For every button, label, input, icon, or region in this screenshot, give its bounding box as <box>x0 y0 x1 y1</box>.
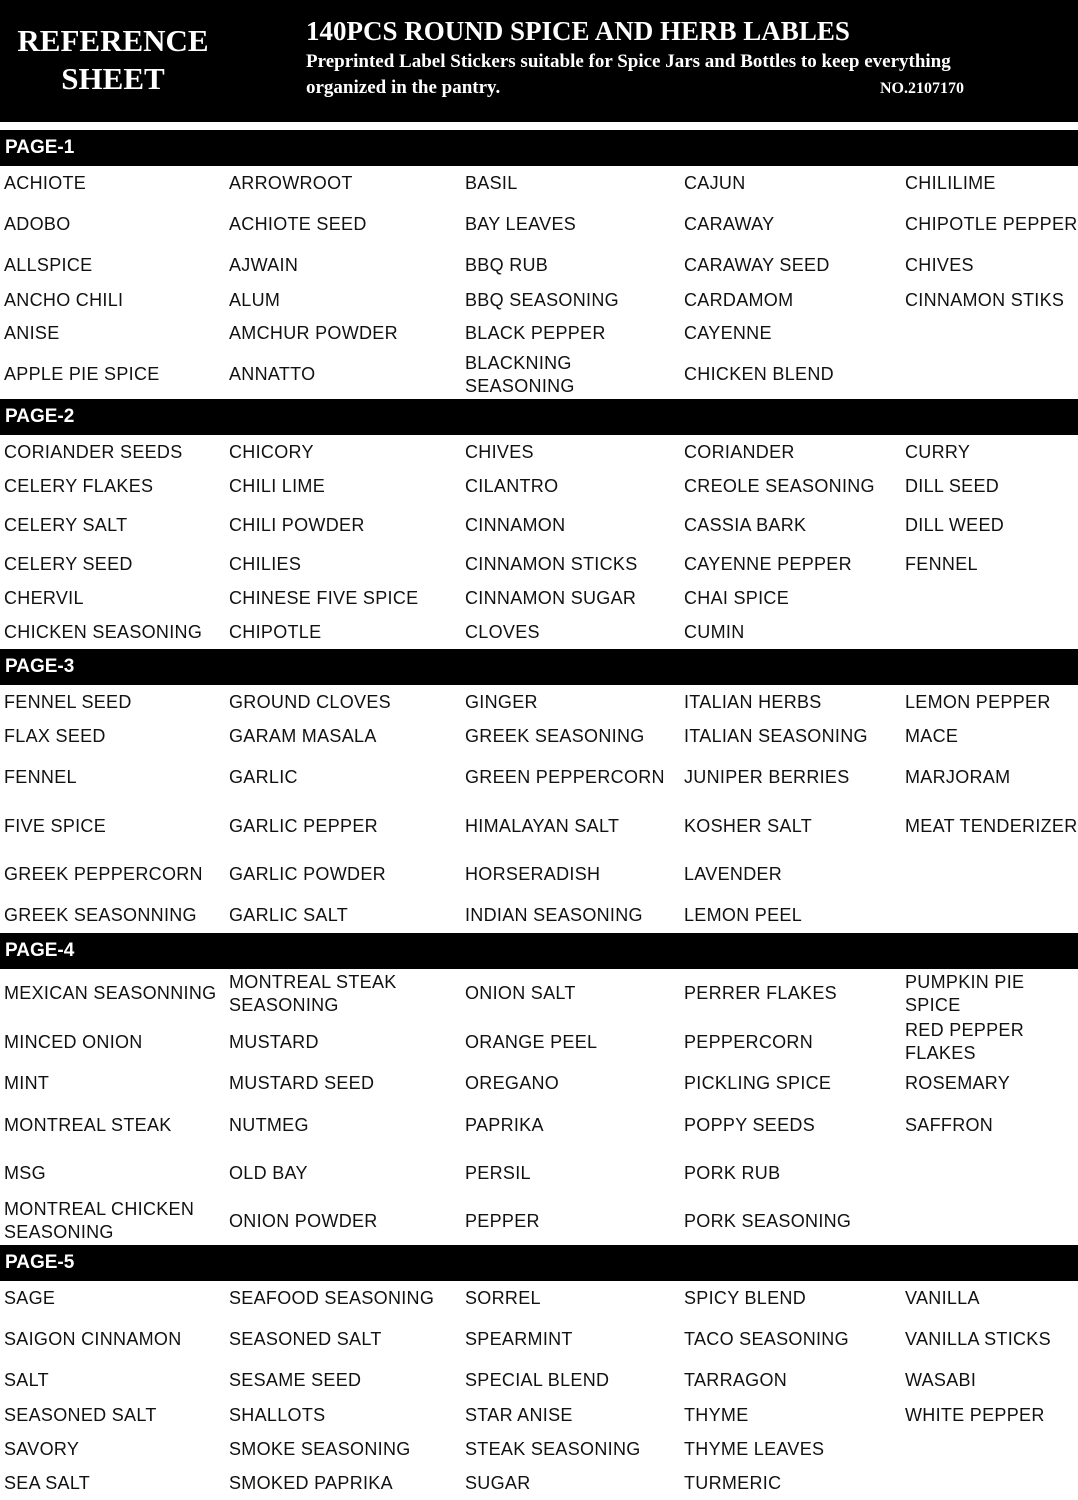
spice-label-name: CHIVES <box>905 255 974 275</box>
spice-label-name: HIMALAYAN SALT <box>465 815 620 836</box>
spice-label-name: VANILLA STICKS <box>905 1328 1051 1349</box>
label-row <box>0 1315 1078 1363</box>
label-row <box>0 504 1078 547</box>
spice-label-name: CORIANDER SEEDS <box>4 441 183 462</box>
spice-label-name: ANNATTO <box>229 364 316 384</box>
spice-label-name: LEMON PEPPER <box>905 691 1051 712</box>
spice-label-name: MINT <box>4 1073 50 1093</box>
spice-label-name: CHERVIL <box>4 587 84 608</box>
spice-label-name: FLAX SEED <box>4 725 106 746</box>
spice-label-name: PUMPKIN PIE SPICE <box>905 971 1025 1015</box>
spice-label-name: ORANGE PEEL <box>465 1031 598 1052</box>
spice-label-name: PERSIL <box>465 1162 531 1183</box>
spice-label-name: MUSTARD <box>229 1031 319 1052</box>
reference-sheet-title: REFERENCE SHEET <box>17 23 209 96</box>
spice-label-name: DILL SEED <box>905 476 1000 496</box>
spice-label-name: WHITE PEPPER <box>905 1404 1045 1425</box>
spice-label-name: CARAWAY <box>684 213 775 234</box>
spice-label-name: SESAME SEED <box>229 1370 362 1390</box>
label-row <box>0 317 1078 350</box>
spice-label-name: VANILLA <box>905 1287 980 1308</box>
spice-label-name: SALT <box>4 1370 49 1390</box>
spice-label-name: CHIPOTLE <box>229 621 322 642</box>
page-heading: PAGE-4 <box>0 933 1078 969</box>
spice-label-name: BLACK PEPPER <box>465 323 606 343</box>
product-subtitle: Preprinted Label Stickers suitable for Spice Jars and Bottles to keep everything organized in the pantry. <box>306 51 951 98</box>
header-banner <box>0 0 1078 122</box>
label-row <box>0 1398 1078 1432</box>
spice-label-name: SAFFRON <box>905 1114 994 1135</box>
spice-label-name: PORK SEASONING <box>684 1210 852 1231</box>
spice-label-name: TARRAGON <box>684 1370 788 1390</box>
spice-label-name: ADOBO <box>4 213 71 234</box>
spice-label-name: GREEK SEASONING <box>465 725 645 746</box>
label-row <box>0 1197 1078 1245</box>
spice-label-name: OLD BAY <box>229 1162 308 1183</box>
spice-label-name: SORREL <box>465 1287 541 1308</box>
spice-label-name: CHILI LIME <box>229 476 326 496</box>
label-row <box>0 850 1078 898</box>
spice-label-name: MEAT TENDERIZER <box>905 815 1078 836</box>
page-section <box>0 1245 1078 1500</box>
spice-label-name: MONTREAL CHICKEN SEASONING <box>4 1199 195 1242</box>
spice-label-name: CAYENNE PEPPER <box>684 553 852 574</box>
spice-label-name: SAGE <box>4 1287 56 1308</box>
spice-label-name: CINNAMON <box>465 515 566 535</box>
spice-label-name: GREEK PEPPERCORN <box>4 863 203 884</box>
label-row <box>0 615 1078 649</box>
label-row <box>0 283 1078 317</box>
label-row <box>0 898 1078 933</box>
label-row <box>0 581 1078 615</box>
spice-label-name: SEA SALT <box>4 1472 91 1493</box>
spice-label-name: BASIL <box>465 172 518 193</box>
spice-label-name: SPICY BLEND <box>684 1287 807 1308</box>
spice-label-name: CORIANDER <box>684 441 795 462</box>
page-heading: PAGE-1 <box>0 130 1078 166</box>
spice-label-name: MINCED ONION <box>4 1031 143 1052</box>
spice-label-name: GARLIC POWDER <box>229 863 386 884</box>
spice-label-name: PORK RUB <box>684 1162 781 1183</box>
label-row <box>0 1149 1078 1197</box>
spice-label-name: CHIPOTLE PEPPER <box>905 213 1078 234</box>
spice-label-name: WASABI <box>905 1370 977 1390</box>
spice-label-name: GREEN PEPPERCORN <box>465 767 665 787</box>
label-row <box>0 1432 1078 1466</box>
document-number: NO.2107170 <box>880 80 964 97</box>
page-heading: PAGE-2 <box>0 399 1078 435</box>
spice-label-name: CINNAMON SUGAR <box>465 587 637 608</box>
spice-label-name: RED PEPPER FLAKES <box>905 1020 1025 1063</box>
spice-label-name: PICKLING SPICE <box>684 1073 832 1093</box>
page-section <box>0 933 1078 1245</box>
spice-label-name: CHICKEN SEASONING <box>4 621 203 642</box>
label-row <box>0 547 1078 581</box>
spice-label-name: FENNEL SEED <box>4 691 132 712</box>
spice-label-name: GARLIC SALT <box>229 905 348 925</box>
spice-label-name: ONION POWDER <box>229 1210 378 1231</box>
spice-label-name: CELERY SALT <box>4 515 128 535</box>
label-row <box>0 719 1078 753</box>
spice-label-name: CUMIN <box>684 621 745 642</box>
spice-label-name: SMOKED PAPRIKA <box>229 1472 393 1493</box>
spice-label-name: BLACKNING SEASONING <box>465 352 575 396</box>
spice-label-name: MEXICAN SEASONNING <box>4 983 217 1003</box>
label-row <box>0 469 1078 504</box>
label-row <box>0 753 1078 802</box>
spice-label-name: MACE <box>905 725 959 746</box>
spice-label-name: CILANTRO <box>465 476 559 496</box>
spice-label-name: CLOVES <box>465 621 540 642</box>
spice-label-name: CASSIA BARK <box>684 515 807 535</box>
product-title: 140PCS ROUND SPICE AND HERB LABLES <box>306 16 850 46</box>
spice-label-name: LAVENDER <box>684 863 783 884</box>
spice-label-name: DILL WEED <box>905 515 1005 535</box>
spice-label-name: FENNEL <box>905 553 978 574</box>
spice-label-name: CHIVES <box>465 441 534 462</box>
spice-label-name: CELERY FLAKES <box>4 476 154 496</box>
spice-label-name: SAIGON CINNAMON <box>4 1328 182 1349</box>
spice-label-name: BAY LEAVES <box>465 213 577 234</box>
spice-label-name: TURMERIC <box>684 1472 782 1493</box>
spice-label-name: INDIAN SEASONING <box>465 905 643 925</box>
spice-label-name: CURRY <box>905 441 971 462</box>
label-reference-sheet <box>0 130 1078 1500</box>
spice-label-name: APPLE PIE SPICE <box>4 364 160 384</box>
label-row <box>0 1466 1078 1500</box>
spice-label-name: MARJORAM <box>905 767 1011 787</box>
spice-label-name: ARROWROOT <box>229 172 353 193</box>
spice-label-name: FENNEL <box>4 767 77 787</box>
page-section <box>0 130 1078 399</box>
label-row <box>0 685 1078 719</box>
spice-label-name: THYME <box>684 1404 749 1425</box>
label-row <box>0 969 1078 1018</box>
spice-label-name: ITALIAN HERBS <box>684 691 822 712</box>
spice-label-name: FIVE SPICE <box>4 815 107 836</box>
spice-label-name: LEMON PEEL <box>684 905 803 925</box>
spice-label-name: BBQ SEASONING <box>465 289 619 310</box>
spice-label-name: MSG <box>4 1162 46 1183</box>
spice-label-name: CHILIES <box>229 553 302 574</box>
spice-label-name: CHICKEN BLEND <box>684 364 834 384</box>
page-heading: PAGE-3 <box>0 649 1078 685</box>
spice-label-name: SAVORY <box>4 1438 80 1459</box>
spice-label-name: TACO SEASONING <box>684 1328 849 1349</box>
label-row <box>0 1018 1078 1066</box>
spice-label-name: KOSHER SALT <box>684 815 812 836</box>
spice-label-name: ACHIOTE SEED <box>229 213 367 234</box>
label-row <box>0 435 1078 469</box>
spice-label-name: CAJUN <box>684 172 746 193</box>
spice-label-name: MUSTARD SEED <box>229 1073 375 1093</box>
spice-label-name: GARLIC PEPPER <box>229 815 378 836</box>
spice-label-name: AMCHUR POWDER <box>229 323 398 343</box>
spice-label-name: SHALLOTS <box>229 1404 326 1425</box>
spice-label-name: CAYENNE <box>684 323 772 343</box>
spice-label-name: OREGANO <box>465 1073 560 1093</box>
label-row <box>0 350 1078 399</box>
spice-label-name: ALUM <box>229 289 281 310</box>
page-heading: PAGE-5 <box>0 1245 1078 1281</box>
spice-label-name: GROUND CLOVES <box>229 691 391 712</box>
spice-label-name: SEASONED SALT <box>229 1328 382 1349</box>
page-section <box>0 649 1078 933</box>
spice-label-name: PEPPER <box>465 1210 540 1231</box>
spice-label-name: SEAFOOD SEASONING <box>229 1287 435 1308</box>
spice-label-name: CREOLE SEASONING <box>684 476 875 496</box>
spice-label-name: GINGER <box>465 691 538 712</box>
spice-label-name: PAPRIKA <box>465 1114 544 1135</box>
spice-label-name: CARAWAY SEED <box>684 255 830 275</box>
spice-label-name: CARDAMOM <box>684 289 794 310</box>
spice-label-name: NUTMEG <box>229 1114 309 1135</box>
spice-label-name: CHICORY <box>229 441 314 462</box>
spice-label-name: HORSERADISH <box>465 863 601 884</box>
spice-label-name: ANISE <box>4 323 60 343</box>
spice-label-name: SEASONED SALT <box>4 1404 157 1425</box>
spice-label-name: CHAI SPICE <box>684 587 790 608</box>
spice-label-name: CHILI POWDER <box>229 515 365 535</box>
label-row <box>0 248 1078 283</box>
spice-label-name: SPEARMINT <box>465 1328 573 1349</box>
spice-label-name: ALLSPICE <box>4 255 93 275</box>
spice-label-name: ACHIOTE <box>4 172 87 193</box>
spice-label-name: CHILILIME <box>905 172 996 193</box>
spice-label-name: CELERY SEED <box>4 553 133 574</box>
spice-label-name: PEPPERCORN <box>684 1031 814 1052</box>
spice-label-name: GARAM MASALA <box>229 725 377 746</box>
spice-label-name: SPECIAL BLEND <box>465 1370 610 1390</box>
label-row <box>0 166 1078 200</box>
page-section <box>0 399 1078 649</box>
spice-label-name: ONION SALT <box>465 983 576 1003</box>
spice-label-name: MONTREAL STEAK <box>4 1114 172 1135</box>
spice-label-name: THYME LEAVES <box>684 1438 825 1459</box>
spice-label-name: SUGAR <box>465 1472 531 1493</box>
spice-label-name: AJWAIN <box>229 255 299 275</box>
spice-label-name: BBQ RUB <box>465 255 549 275</box>
spice-label-name: GARLIC <box>229 767 298 787</box>
spice-label-name: MONTREAL STEAK SEASONING <box>229 971 397 1015</box>
spice-label-name: STAR ANISE <box>465 1404 573 1425</box>
spice-label-name: CINNAMON STIKS <box>905 289 1065 310</box>
spice-label-name: ANCHO CHILI <box>4 289 124 310</box>
label-row <box>0 1101 1078 1149</box>
label-row <box>0 1066 1078 1101</box>
spice-label-name: GREEK SEASONNING <box>4 905 197 925</box>
spice-label-name: POPPY SEEDS <box>684 1114 816 1135</box>
label-row <box>0 1363 1078 1398</box>
label-row <box>0 200 1078 248</box>
label-row <box>0 1281 1078 1315</box>
spice-label-name: SMOKE SEASONING <box>229 1438 411 1459</box>
spice-label-name: PERRER FLAKES <box>684 983 837 1003</box>
spice-label-name: CINNAMON STICKS <box>465 553 638 574</box>
spice-label-name: ROSEMARY <box>905 1073 1011 1093</box>
spice-label-name: JUNIPER BERRIES <box>684 767 850 787</box>
spice-label-name: CHINESE FIVE SPICE <box>229 587 419 608</box>
spice-label-name: STEAK SEASONING <box>465 1438 641 1459</box>
label-row <box>0 802 1078 850</box>
spice-label-name: ITALIAN SEASONING <box>684 725 868 746</box>
